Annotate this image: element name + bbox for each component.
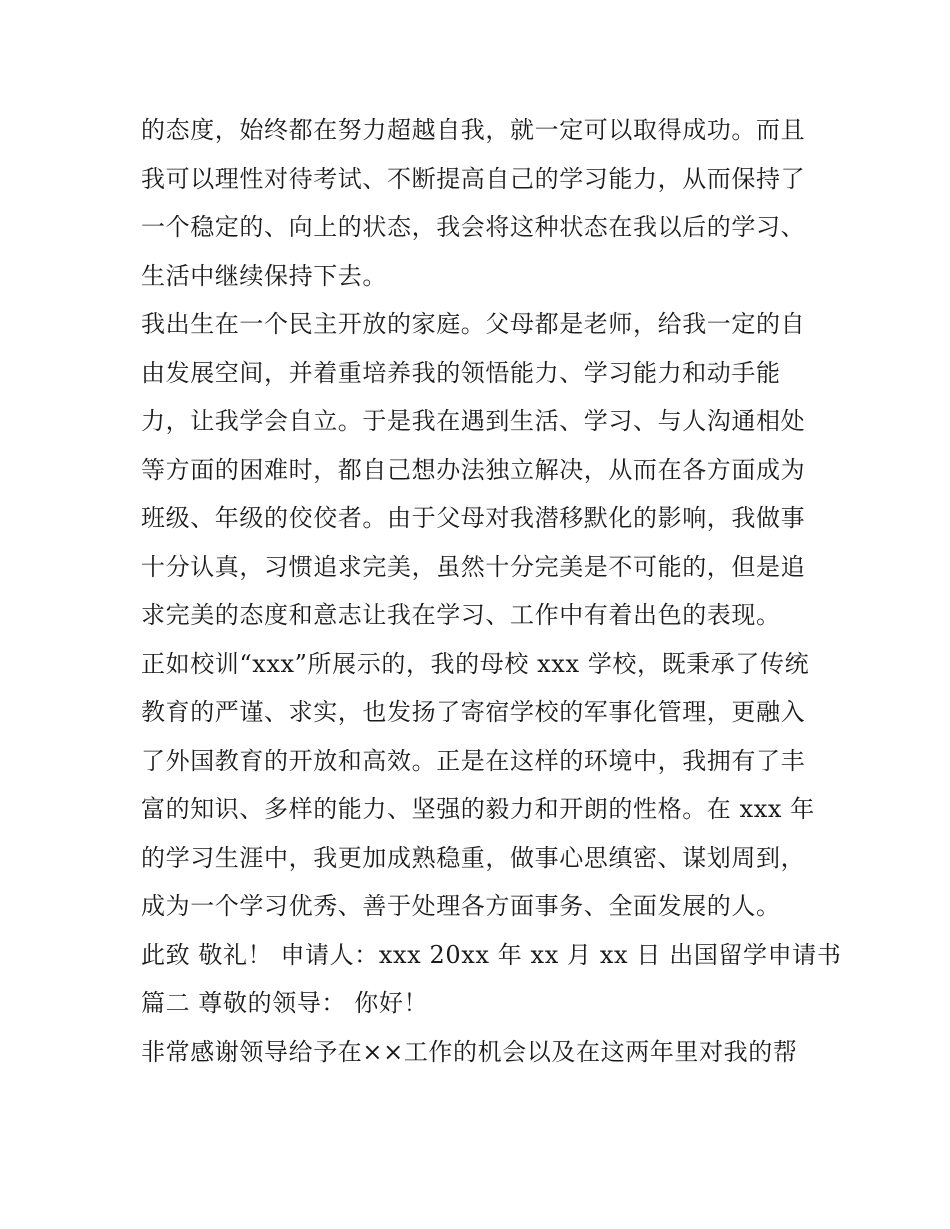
body-text [141,106,842,1076]
text-line: 教育的严谨、求实，也发扬了寄宿学校的军事化管理，更融入 [141,698,806,726]
text-line: 力，让我学会自立。于是我在遇到生活、学习、与人沟通相处 [141,407,806,435]
text-line: 了外国教育的开放和高效。正是在这样的环境中，我拥有了丰 [141,746,806,775]
text-line: 由发展空间，并着重培养我的领悟能力、学习能力和动手能 [141,358,781,387]
text-line: 富的知识、多样的能力、坚强的毅力和开朗的性格。在 xxx 年 [141,795,815,823]
text-line: 非常感谢领导给予在××工作的机会以及在这两年里对我的帮 [141,1037,798,1066]
text-line: 等方面的困难时，都自己想办法独立解决，从而在各方面成为 [141,455,806,484]
text-line: 的态度，始终都在努力超越自我，就一定可以取得成功。而且 [141,116,806,144]
text-line: 的学习生涯中，我更加成熟稳重，做事心思缜密、谋划周到， [141,843,806,872]
text-line: 求完美的态度和意志让我在学习、工作中有着出色的表现。 [141,601,781,629]
text-line: 此致 敬礼！ 申请人：xxx 20xx 年 xx 月 xx 日 出国留学申请书 [141,940,842,969]
text-line: 篇二 尊敬的领导： 你好！ [141,989,429,1017]
text-line: 一个稳定的、向上的状态，我会将这种状态在我以后的学习、 [141,213,806,241]
text-line: 正如校训“xxx”所展示的，我的母校 xxx 学校，既秉承了传统 [141,649,810,678]
text-line: 成为一个学习优秀、善于处理各方面事务、全面发展的人。 [141,892,781,920]
text-line: 班级、年级的佼佼者。由于父母对我潜移默化的影响，我做事 [141,504,806,532]
text-line: 我可以理性对待考试、不断提高自己的学习能力，从而保持了 [141,164,806,193]
text-line: 我出生在一个民主开放的家庭。父母都是老师，给我一定的自 [141,310,806,338]
text-line: 十分认真，习惯追求完美，虽然十分完美是不可能的，但是追 [141,552,806,581]
text-line: 生活中继续保持下去。 [141,261,387,290]
